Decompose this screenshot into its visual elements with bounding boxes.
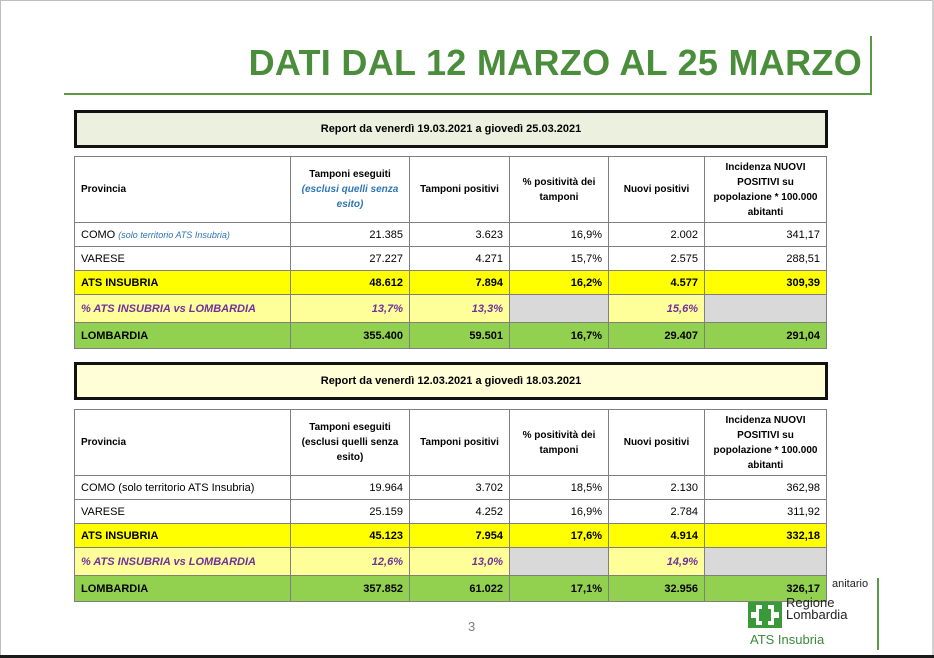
cell-nuovi: 2.575 bbox=[609, 247, 705, 271]
header-tamponi-eseguiti-label: Tamponi eseguiti bbox=[309, 422, 391, 433]
report2-banner-text: Report da venerdì 12.03.2021 a giovedì 18.03.2021 bbox=[320, 375, 582, 387]
cell-provincia: COMO (solo territorio ATS Insubria) bbox=[75, 476, 291, 500]
table-row-pct-ats-vs-lombardia bbox=[75, 548, 827, 576]
provincia-name: COMO bbox=[81, 228, 116, 241]
header-nuovi-positivi: Nuovi positivi bbox=[609, 157, 705, 223]
table-header-row bbox=[75, 410, 827, 476]
cell-positivi: 4.252 bbox=[410, 500, 510, 524]
cell-positivita-empty bbox=[510, 548, 609, 576]
header-provincia: Provincia bbox=[75, 410, 291, 476]
cell-positivi: 4.271 bbox=[410, 247, 510, 271]
cell-positivita: 16,9% bbox=[510, 223, 609, 247]
cell-nuovi: 4.577 bbox=[609, 271, 705, 295]
cell-eseguiti: 27.227 bbox=[291, 247, 410, 271]
cell-positivita: 18,5% bbox=[510, 476, 609, 500]
report1-banner-text: Report da venerdì 19.03.2021 a giovedì 25.03.2021 bbox=[320, 123, 582, 135]
page-number: 3 bbox=[468, 619, 476, 634]
cell-incidenza: 362,98 bbox=[705, 476, 827, 500]
cell-provincia: ATS INSUBRIA bbox=[75, 271, 291, 295]
table-row-como bbox=[75, 223, 827, 247]
cell-eseguiti: 355.400 bbox=[291, 323, 410, 349]
cell-incidenza: 326,17 bbox=[705, 576, 827, 602]
table-header-row bbox=[75, 157, 827, 223]
cell-nuovi: 4.914 bbox=[609, 524, 705, 548]
table-row-ats-insubria bbox=[75, 271, 827, 295]
cell-eseguiti: 12,6% bbox=[291, 548, 410, 576]
header-tamponi-eseguiti bbox=[291, 157, 410, 223]
cell-incidenza: 291,04 bbox=[705, 323, 827, 349]
header-incidenza: Incidenza NUOVI POSITIVI su popolazione * 100.000 abitanti bbox=[705, 157, 827, 223]
cell-eseguiti: 48.612 bbox=[291, 271, 410, 295]
cell-nuovi: 2.002 bbox=[609, 223, 705, 247]
cell-eseguiti: 357.852 bbox=[291, 576, 410, 602]
logo-region-line1: Regione bbox=[786, 595, 835, 610]
report1-banner bbox=[74, 110, 828, 148]
cell-positivi: 13,3% bbox=[410, 295, 510, 323]
cell-incidenza: 288,51 bbox=[705, 247, 827, 271]
cell-positivi: 7.954 bbox=[410, 524, 510, 548]
cell-positivita: 15,7% bbox=[510, 247, 609, 271]
table-row-ats-insubria bbox=[75, 524, 827, 548]
header-esclusi-note: (esclusi quelli senza esito) bbox=[301, 184, 399, 210]
logo-divider bbox=[877, 578, 879, 650]
cell-positivita: 16,2% bbox=[510, 271, 609, 295]
cell-provincia: % ATS INSUBRIA vs LOMBARDIA bbox=[75, 548, 291, 576]
cell-incidenza: 341,17 bbox=[705, 223, 827, 247]
cell-provincia bbox=[75, 223, 291, 247]
table-row-lombardia bbox=[75, 576, 827, 602]
logo-subtitle: anitario bbox=[832, 578, 869, 590]
header-positivita: % positività dei tamponi bbox=[510, 410, 609, 476]
header-tamponi-eseguiti bbox=[291, 410, 410, 476]
title-side-rule bbox=[870, 36, 872, 94]
cell-incidenza: 309,39 bbox=[705, 271, 827, 295]
cell-nuovi: 2.784 bbox=[609, 500, 705, 524]
logo-agency: ATS Insubria bbox=[750, 632, 825, 647]
cell-nuovi: 14,9% bbox=[609, 548, 705, 576]
cell-nuovi: 15,6% bbox=[609, 295, 705, 323]
cell-positivita: 17,6% bbox=[510, 524, 609, 548]
cell-incidenza-empty bbox=[705, 295, 827, 323]
header-tamponi-eseguiti-label: Tamponi eseguiti bbox=[309, 169, 391, 180]
cell-provincia: LOMBARDIA bbox=[75, 323, 291, 349]
cell-positivi: 59.501 bbox=[410, 323, 510, 349]
table-row-lombardia bbox=[75, 323, 827, 349]
cell-positivita: 16,9% bbox=[510, 500, 609, 524]
cell-incidenza: 332,18 bbox=[705, 524, 827, 548]
report2-table bbox=[74, 409, 827, 602]
header-tamponi-positivi: Tamponi positivi bbox=[410, 157, 510, 223]
cell-provincia: ATS INSUBRIA bbox=[75, 524, 291, 548]
provincia-note: (solo territorio ATS Insubria) bbox=[118, 229, 230, 240]
header-tamponi-positivi: Tamponi positivi bbox=[410, 410, 510, 476]
cell-nuovi: 2.130 bbox=[609, 476, 705, 500]
cell-positivi: 7.894 bbox=[410, 271, 510, 295]
logo-region-line2: Lombardia bbox=[786, 607, 848, 622]
cell-eseguiti: 21.385 bbox=[291, 223, 410, 247]
regione-lombardia-logo-icon bbox=[748, 602, 782, 628]
title-underline bbox=[64, 93, 872, 95]
slide-border-left bbox=[0, 0, 1, 658]
cell-positivi: 3.623 bbox=[410, 223, 510, 247]
cell-positivita-empty bbox=[510, 295, 609, 323]
cell-nuovi: 32.956 bbox=[609, 576, 705, 602]
cell-eseguiti: 45.123 bbox=[291, 524, 410, 548]
cell-provincia: VARESE bbox=[75, 247, 291, 271]
cell-positivi: 61.022 bbox=[410, 576, 510, 602]
header-provincia: Provincia bbox=[75, 157, 291, 223]
report2-banner bbox=[74, 362, 828, 400]
report1-table bbox=[74, 156, 827, 349]
header-esclusi-note: (esclusi quelli senza esito) bbox=[301, 437, 399, 463]
cell-incidenza: 311,92 bbox=[705, 500, 827, 524]
cell-positivita: 17,1% bbox=[510, 576, 609, 602]
cell-eseguiti: 25.159 bbox=[291, 500, 410, 524]
header-nuovi-positivi: Nuovi positivi bbox=[609, 410, 705, 476]
slide-title: DATI DAL 12 MARZO AL 25 MARZO bbox=[248, 42, 862, 83]
header-incidenza: Incidenza NUOVI POSITIVI su popolazione * 100.000 abitanti bbox=[705, 410, 827, 476]
table-row-como bbox=[75, 476, 827, 500]
logo-region-name bbox=[786, 597, 847, 621]
header-positivita: % positività dei tamponi bbox=[510, 157, 609, 223]
table-row-varese bbox=[75, 247, 827, 271]
cell-positivita: 16,7% bbox=[510, 323, 609, 349]
cell-provincia: % ATS INSUBRIA vs LOMBARDIA bbox=[75, 295, 291, 323]
table-row-pct-ats-vs-lombardia bbox=[75, 295, 827, 323]
cell-provincia: LOMBARDIA bbox=[75, 576, 291, 602]
cell-eseguiti: 13,7% bbox=[291, 295, 410, 323]
cell-nuovi: 29.407 bbox=[609, 323, 705, 349]
cell-positivi: 13,0% bbox=[410, 548, 510, 576]
table-row-varese bbox=[75, 500, 827, 524]
slide-border-top bbox=[0, 0, 934, 1]
cell-positivi: 3.702 bbox=[410, 476, 510, 500]
cell-incidenza-empty bbox=[705, 548, 827, 576]
cell-provincia: VARESE bbox=[75, 500, 291, 524]
cell-eseguiti: 19.964 bbox=[291, 476, 410, 500]
